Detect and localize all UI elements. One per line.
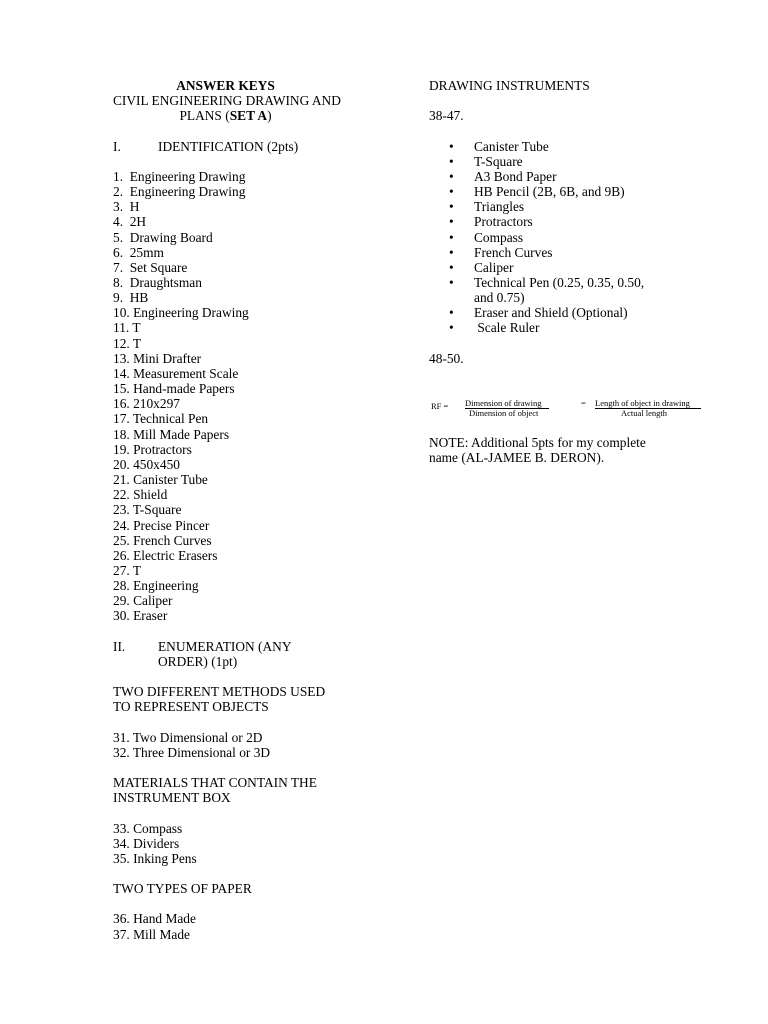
list-item: 35. Inking Pens [113, 850, 197, 866]
identification-item: 2. Engineering Drawing [113, 184, 246, 200]
section2-roman: II. [113, 638, 126, 654]
subtitle-suffix: ) [267, 108, 272, 124]
paper-types-list [113, 911, 363, 941]
section1-heading [113, 139, 363, 154]
bullet-icon: • [449, 168, 454, 184]
section2-title-line2: ORDER) (1pt) [158, 653, 238, 669]
list-item: 34. Dividers [113, 835, 180, 851]
formula-lhs: RF = [431, 401, 449, 411]
instrument-item [449, 275, 729, 290]
identification-item: 24. Precise Pincer [113, 517, 210, 533]
instrument-box-list [113, 821, 363, 866]
instrument-label: Canister Tube [474, 138, 549, 154]
page-title: ANSWER KEYS [176, 78, 275, 93]
instrument-item [449, 214, 729, 229]
bullet-icon: • [449, 305, 454, 321]
group2-heading-line2: INSTRUMENT BOX [113, 790, 231, 806]
instrument-item [449, 260, 729, 275]
section2-heading [113, 639, 363, 669]
identification-item: 7. Set Square [113, 259, 188, 275]
identification-item: 26. Electric Erasers [113, 547, 218, 563]
subtitle-set: SET A [229, 108, 268, 124]
identification-item: 11. T [113, 320, 141, 336]
identification-item: 27. T [113, 562, 142, 578]
instrument-label: A3 Bond Paper [474, 168, 557, 184]
instrument-label: French Curves [474, 244, 553, 260]
bullet-icon: • [449, 244, 454, 260]
identification-item: 19. Protractors [113, 441, 192, 457]
bullet-icon: • [449, 138, 454, 154]
identification-item: 20. 450x450 [113, 456, 180, 472]
bullet-icon: • [449, 184, 454, 200]
identification-item: 8. Draughtsman [113, 275, 202, 290]
identification-item: 28. Engineering [113, 578, 199, 594]
list-item: 33. Compass [113, 820, 183, 836]
group3-heading: TWO TYPES OF PAPER [113, 881, 252, 897]
subtitle-line2 [113, 108, 338, 123]
range-38-47: 38-47. [429, 108, 464, 124]
left-column [113, 78, 363, 942]
formula-eq: = [581, 398, 586, 408]
instrument-item [449, 230, 729, 245]
subtitle-prefix: PLANS ( [179, 108, 230, 124]
instrument-item [449, 139, 729, 154]
identification-item: 23. T-Square [113, 502, 182, 518]
instrument-item [449, 199, 729, 214]
instrument-label: Scale Ruler [474, 320, 540, 336]
note-line1: NOTE: Additional 5pts for my complete [429, 435, 646, 450]
instrument-label: and 0.75) [474, 290, 525, 306]
instrument-label: Technical Pen (0.25, 0.35, 0.50, [474, 275, 645, 290]
identification-item: 5. Drawing Board [113, 229, 213, 245]
identification-item: 3. H [113, 199, 140, 215]
group2-heading-line1: MATERIALS THAT CONTAIN THE [113, 775, 317, 791]
instrument-item [449, 245, 729, 260]
identification-item: 4. 2H [113, 214, 147, 230]
identification-item: 12. T [113, 335, 142, 351]
bullet-icon: • [449, 199, 454, 215]
section1-roman: I. [113, 138, 121, 154]
instrument-label: Eraser and Shield (Optional) [474, 305, 628, 321]
instrument-item [449, 305, 729, 320]
formula-num1: Dimension of drawing [465, 398, 542, 408]
group1-heading-line2: TO REPRESENT OBJECTS [113, 699, 269, 715]
identification-item: 21. Canister Tube [113, 472, 208, 488]
rf-formula [431, 398, 706, 420]
section2-title-line1: ENUMERATION (ANY [158, 638, 292, 654]
instruments-heading: DRAWING INSTRUMENTS [429, 78, 590, 93]
note [429, 435, 646, 465]
instrument-label: Protractors [474, 214, 533, 230]
identification-list [113, 169, 363, 624]
bullet-icon: • [449, 153, 454, 169]
instrument-item [449, 154, 729, 169]
bullet-icon: • [449, 259, 454, 275]
list-item: 32. Three Dimensional or 3D [113, 744, 271, 760]
identification-item: 22. Shield [113, 487, 168, 503]
identification-item: 29. Caliper [113, 593, 173, 609]
identification-item: 15. Hand-made Papers [113, 381, 235, 397]
identification-item: 25. French Curves [113, 532, 212, 548]
list-item: 37. Mill Made [113, 926, 190, 942]
instrument-item [449, 320, 729, 335]
subtitle-line1: CIVIL ENGINEERING DRAWING AND [113, 93, 341, 109]
formula-den2: Actual length [621, 408, 668, 418]
section1-title: IDENTIFICATION (2pts) [158, 138, 299, 154]
instrument-label: HB Pencil (2B, 6B, and 9B) [474, 184, 625, 200]
instrument-item [449, 290, 729, 305]
identification-item: 30. Eraser [113, 608, 168, 624]
instrument-label: T-Square [474, 153, 523, 169]
identification-item: 14. Measurement Scale [113, 365, 239, 381]
instrument-label: Compass [474, 229, 524, 245]
identification-item: 16. 210x297 [113, 396, 180, 412]
methods-list [113, 730, 363, 760]
identification-item: 9. HB [113, 290, 149, 306]
list-item: 36. Hand Made [113, 911, 196, 927]
identification-item: 10. Engineering Drawing [113, 305, 249, 321]
list-item: 31. Two Dimensional or 2D [113, 729, 263, 745]
bullet-icon: • [449, 214, 454, 230]
instruments-list [429, 139, 729, 336]
bullet-icon: • [449, 320, 454, 336]
identification-item: 1. Engineering Drawing [113, 168, 246, 184]
section2-title [158, 639, 292, 669]
right-column [429, 78, 729, 366]
instrument-item [449, 169, 729, 184]
identification-item: 6. 25mm [113, 244, 164, 260]
identification-item: 17. Technical Pen [113, 411, 209, 427]
note-line2: name (AL-JAMEE B. DERON). [429, 450, 605, 466]
bullet-icon: • [449, 229, 454, 245]
formula-den1: Dimension of object [469, 408, 539, 418]
group1-heading-line1: TWO DIFFERENT METHODS USED [113, 684, 326, 700]
instrument-label: Caliper [474, 259, 514, 275]
instrument-label: Triangles [474, 199, 525, 215]
bullet-icon: • [449, 275, 454, 290]
range-48-50: 48-50. [429, 350, 464, 366]
formula-num2: Length of object in drawing [595, 398, 690, 408]
instrument-item [449, 184, 729, 199]
identification-item: 18. Mill Made Papers [113, 426, 230, 442]
identification-item: 13. Mini Drafter [113, 350, 202, 366]
